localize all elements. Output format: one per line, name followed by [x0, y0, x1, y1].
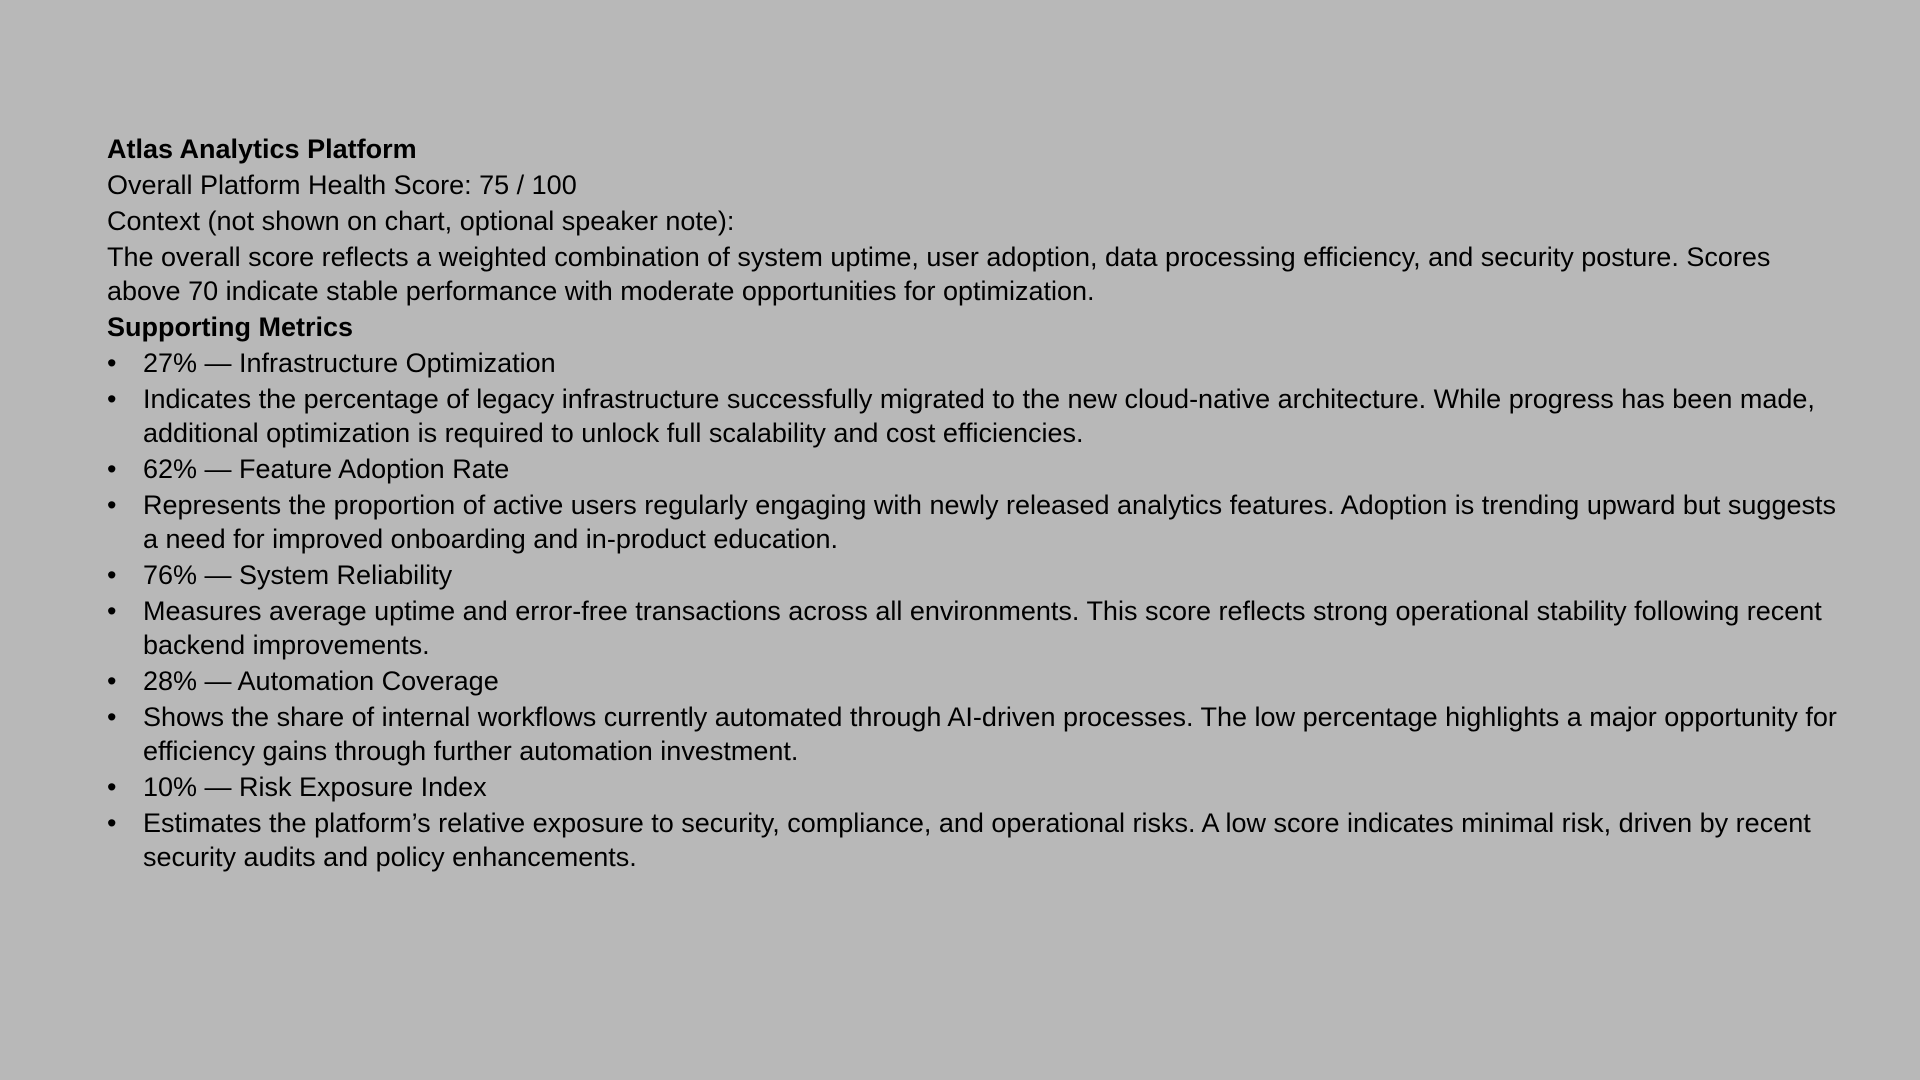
bullet-icon: • [107, 808, 117, 838]
metric-text: 10% — Risk Exposure Index [143, 772, 487, 802]
list-item [107, 558, 1837, 592]
metric-text: 76% — System Reliability [143, 560, 453, 590]
list-item [107, 346, 1837, 380]
metric-text: Measures average uptime and error-free transactions across all environments. This score reflects strong operational stability following recent backend improvements. [143, 596, 1822, 660]
context-paragraph: The overall score reflects a weighted combination of system uptime, user adoption, data processing efficiency, and security posture. Scores above 70 indicate stable performance with moderate opportunities for optimization. [107, 242, 1771, 306]
bullet-icon: • [107, 348, 117, 378]
list-item [107, 488, 1837, 556]
list-item [107, 452, 1837, 486]
list-item [107, 664, 1837, 698]
list-item [107, 700, 1837, 768]
metric-text: 62% — Feature Adoption Rate [143, 454, 510, 484]
list-item [107, 806, 1837, 874]
metric-text: 27% — Infrastructure Optimization [143, 348, 556, 378]
context-label: Context (not shown on chart, optional speaker note): [107, 206, 735, 236]
bullet-icon: • [107, 454, 117, 484]
bullet-icon: • [107, 596, 117, 626]
bullet-icon: • [107, 490, 117, 520]
slide-content [107, 132, 1837, 876]
list-item [107, 594, 1837, 662]
bullet-icon: • [107, 384, 117, 414]
metric-text: Shows the share of internal workflows currently automated through AI-driven processes. The low percentage highlights a major opportunity for efficiency gains through further automation investment. [143, 702, 1837, 766]
metric-text: 28% — Automation Coverage [143, 666, 499, 696]
supporting-metrics-list [107, 346, 1837, 874]
bullet-icon: • [107, 560, 117, 590]
list-item [107, 382, 1837, 450]
bullet-icon: • [107, 772, 117, 802]
list-item [107, 770, 1837, 804]
bullet-icon: • [107, 702, 117, 732]
metric-text: Estimates the platform’s relative exposure to security, compliance, and operational risks. A low score indicates minimal risk, driven by recent security audits and policy enhancements. [143, 808, 1811, 872]
metric-text: Indicates the percentage of legacy infrastructure successfully migrated to the new cloud-native architecture. While progress has been made, additional optimization is required to unlock full scalability and cost efficiencies. [143, 384, 1815, 448]
supporting-metrics-heading: Supporting Metrics [107, 312, 354, 342]
metric-text: Represents the proportion of active users regularly engaging with newly released analytics features. Adoption is trending upward but suggests a need for improved onboarding and in-product education. [143, 490, 1836, 554]
slide-title: Atlas Analytics Platform [107, 134, 417, 164]
health-score-line: Overall Platform Health Score: 75 / 100 [107, 170, 577, 200]
bullet-icon: • [107, 666, 117, 696]
